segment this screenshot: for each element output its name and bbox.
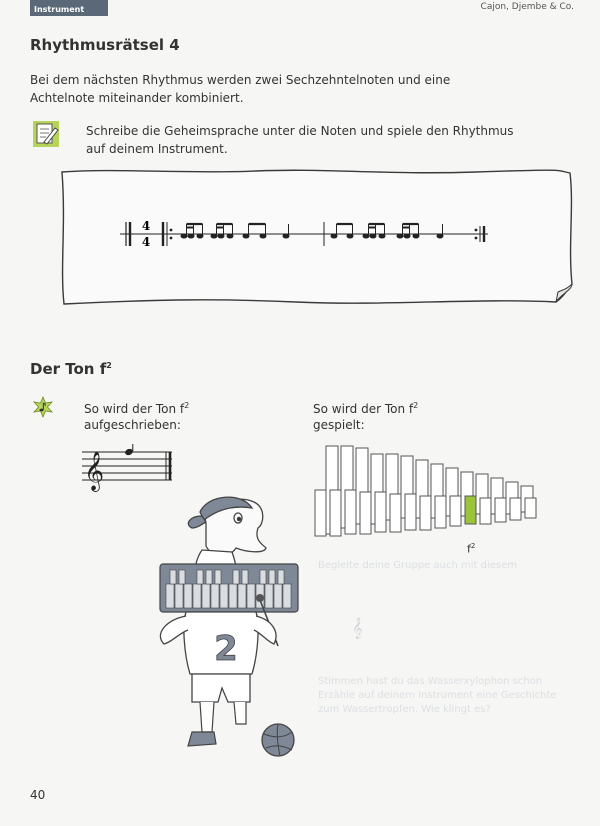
xylophone-key-label: $f^2$ bbox=[467, 542, 476, 556]
written-caption: So wird der Ton $f^2$ aufgeschrieben: bbox=[84, 401, 190, 432]
page-number: 40 bbox=[30, 788, 46, 802]
running-header: Cajon, Djembe & Co. bbox=[480, 2, 574, 12]
note-group-1 bbox=[181, 224, 203, 238]
xylophone-bar bbox=[345, 490, 356, 534]
xylophone-bar bbox=[435, 496, 446, 528]
xylophone-bar bbox=[480, 498, 491, 524]
xylophone-bar-f2-highlight bbox=[465, 496, 476, 524]
note-group-3 bbox=[243, 224, 266, 238]
bleed-text-b: Erzähle auf deinem Instrument eine Geschichte bbox=[318, 690, 557, 701]
series-tab bbox=[30, 0, 108, 16]
tone-section-title: Der Ton $f^2$ bbox=[30, 360, 112, 378]
xylophone-bar bbox=[510, 498, 521, 520]
xylophone-bar bbox=[375, 492, 386, 532]
rhythm-notation bbox=[118, 212, 490, 256]
time-signature-bottom: 4 bbox=[141, 235, 151, 249]
rhythm-intro: Bei dem nächsten Rhythmus werden zwei Sechzehntelnoten und eine Achtelnote miteinander kombiniert. bbox=[30, 73, 451, 105]
note-group-2 bbox=[211, 224, 233, 238]
bleed-text-d: zum Wassertropfen. Wie klingt es? bbox=[318, 704, 491, 715]
time-signature-top: 4 bbox=[141, 219, 151, 233]
xylophone-bar bbox=[360, 492, 371, 534]
xylophone-bar bbox=[495, 498, 506, 522]
jersey-number: 2 bbox=[214, 629, 238, 669]
music-note-star-icon bbox=[32, 396, 54, 418]
pencil-task-icon bbox=[32, 120, 60, 148]
note-f2 bbox=[124, 444, 134, 456]
note-group-4 bbox=[331, 224, 353, 238]
xylophone-bar bbox=[525, 498, 536, 518]
bleed-clef-icon: 𝄞 bbox=[352, 618, 363, 639]
treble-clef-icon: 𝄞 bbox=[84, 451, 105, 491]
mascot-character bbox=[142, 494, 318, 764]
quarter-note-2 bbox=[437, 224, 443, 238]
xylophone-bar bbox=[450, 496, 461, 526]
note-group-6 bbox=[397, 224, 419, 238]
rhythm-title: Rhythmusrätsel 4 bbox=[30, 36, 180, 54]
staff-f2 bbox=[80, 444, 176, 494]
bleed-text-c: Stimmen hast du das Wasserxylophon schon bbox=[318, 676, 543, 687]
bleed-text-a: Begleite deine Gruppe auch mit diesem bbox=[318, 560, 517, 571]
quarter-note-1 bbox=[283, 224, 289, 238]
xylophone-bar bbox=[420, 496, 431, 530]
xylophone-bar bbox=[390, 494, 401, 532]
series-tab-label: Instrument bbox=[34, 5, 85, 14]
xylophone-bar bbox=[405, 494, 416, 530]
played-caption: So wird der Ton $f^2$ gespielt: bbox=[313, 401, 419, 432]
xylophone bbox=[312, 440, 544, 540]
rhythm-task-instruction: Schreibe die Geheimsprache unter die Noten und spiele den Rhythmus auf deinem Instrument. bbox=[86, 124, 514, 156]
note-group-5 bbox=[363, 224, 385, 238]
xylophone-bar bbox=[330, 490, 341, 536]
